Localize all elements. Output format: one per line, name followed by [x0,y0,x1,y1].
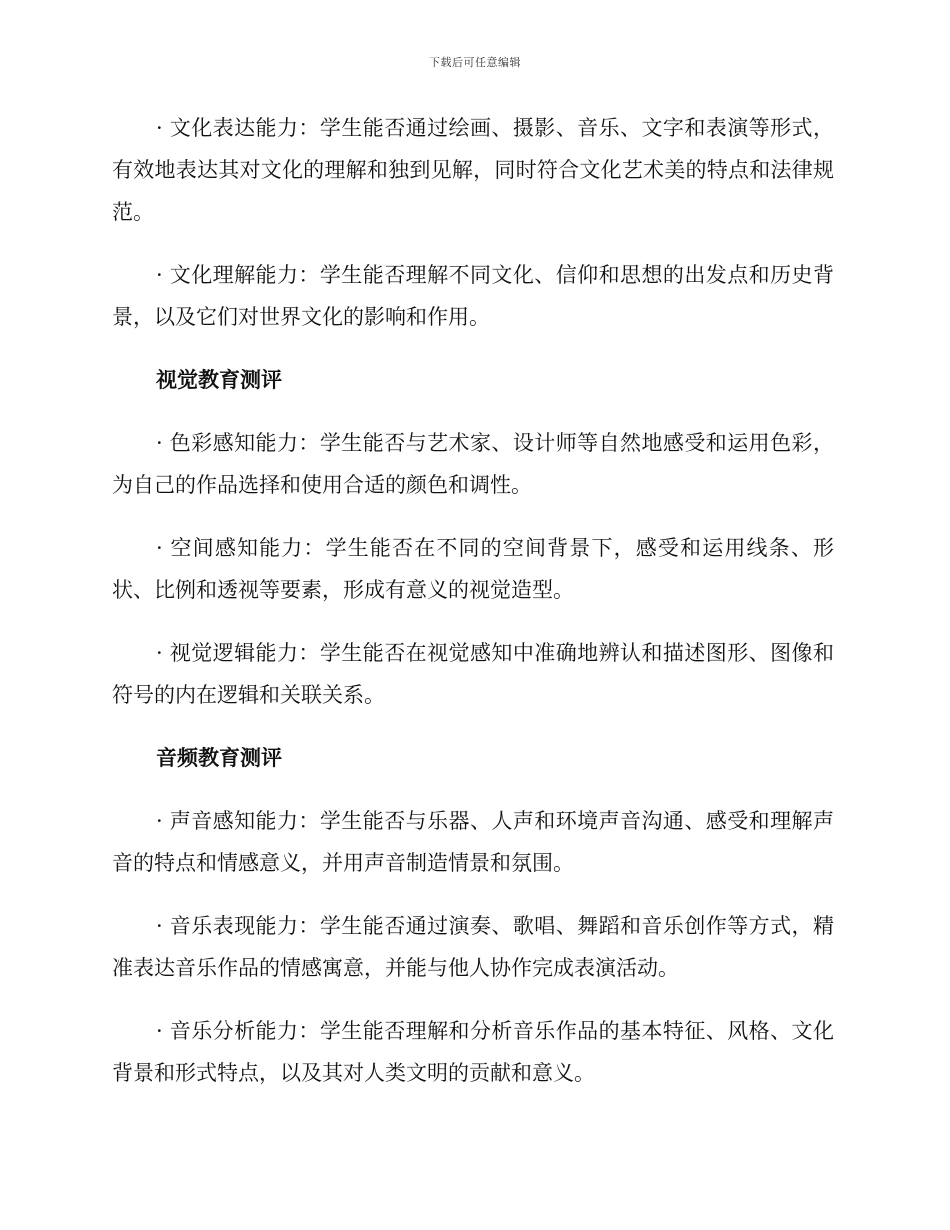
paragraph-cultural-understanding: · 文化理解能力：学生能否理解不同文化、信仰和思想的出发点和历史背景，以及它们对世界文化的影响和作用。 [112,263,834,329]
document-body [112,107,834,1115]
paragraph-cultural-expression: · 文化表达能力：学生能否通过绘画、摄影、音乐、文字和表演等形式，有效地表达其对文化的理解和独到见解，同时符合文化艺术美的特点和法律规范。 [112,116,834,224]
paragraph-visual-logic: · 视觉逻辑能力：学生能否在视觉感知中准确地辨认和描述图形、图像和符号的内在逻辑和关联关系。 [112,641,834,707]
paragraph-music-analysis: · 音乐分析能力：学生能否理解和分析音乐作品的基本特征、风格、文化背景和形式特点，以及其对人类文明的贡献和意义。 [112,1019,834,1085]
paragraph-spatial-perception: · 空间感知能力：学生能否在不同的空间背景下，感受和运用线条、形状、比例和透视等要素，形成有意义的视觉造型。 [112,536,834,602]
section-heading-visual: 视觉教育测评 [156,368,282,392]
paragraph-sound-perception: · 声音感知能力：学生能否与乐器、人声和环境声音沟通、感受和理解声音的特点和情感意义，并用声音制造情景和氛围。 [112,809,834,875]
section-heading-audio: 音频教育测评 [156,746,282,770]
header-note: 下载后可任意编辑 [429,56,521,69]
paragraph-color-perception: · 色彩感知能力：学生能否与艺术家、设计师等自然地感受和运用色彩，为自己的作品选择和使用合适的颜色和调性。 [112,431,834,497]
paragraph-music-performance: · 音乐表现能力：学生能否通过演奏、歌唱、舞蹈和音乐创作等方式，精准表达音乐作品的情感寓意，并能与他人协作完成表演活动。 [112,914,834,980]
